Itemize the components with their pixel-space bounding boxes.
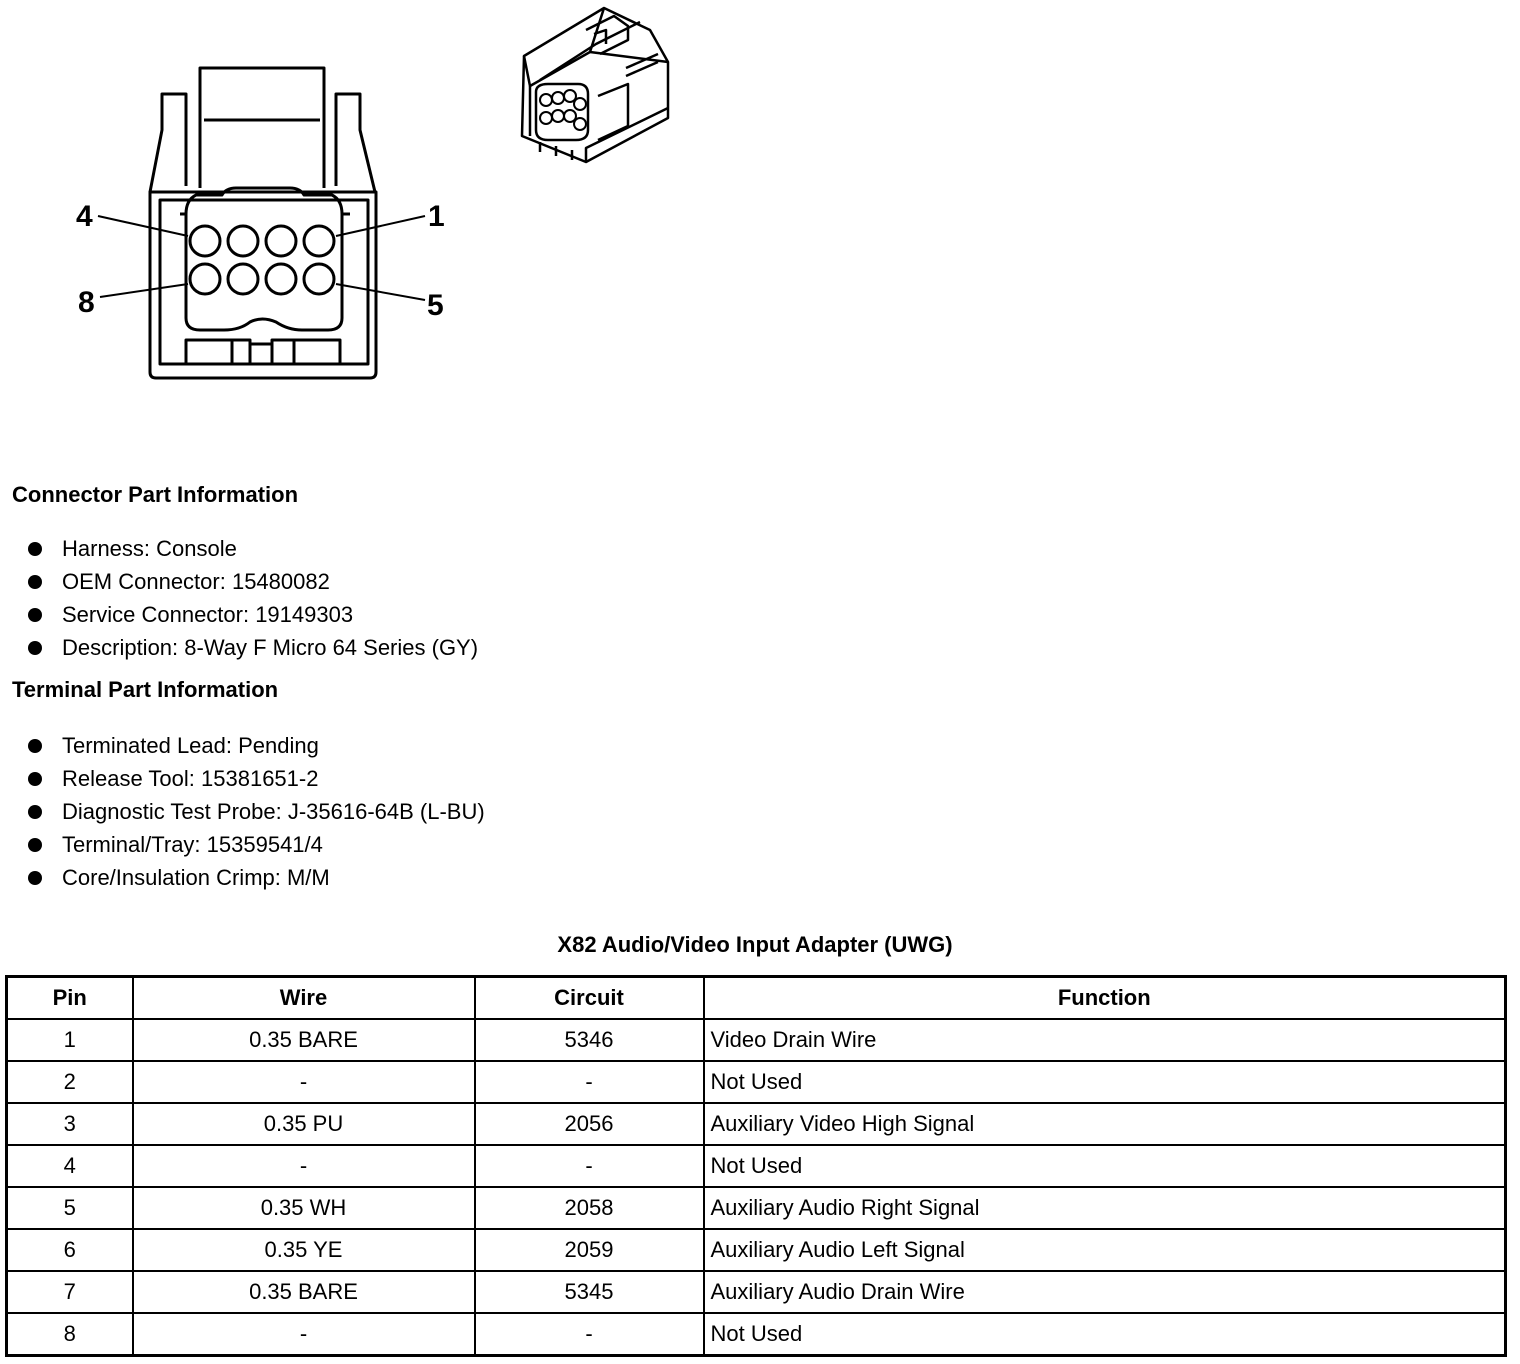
cell-circuit: -	[475, 1061, 704, 1103]
cell-pin: 1	[7, 1019, 133, 1061]
list-item: Terminated Lead: Pending	[28, 729, 485, 762]
table-row	[7, 1229, 1506, 1271]
cell-function: Not Used	[704, 1061, 1506, 1103]
cell-pin: 8	[7, 1313, 133, 1356]
cell-function: Not Used	[704, 1145, 1506, 1187]
cell-wire: -	[133, 1313, 475, 1356]
table-header-row	[7, 977, 1506, 1020]
table-row	[7, 1103, 1506, 1145]
connector-info-list	[28, 532, 478, 664]
table-title: X82 Audio/Video Input Adapter (UWG)	[557, 932, 953, 957]
table-row	[7, 1271, 1506, 1313]
cell-function: Auxiliary Audio Right Signal	[704, 1187, 1506, 1229]
connector-info-heading: Connector Part Information	[12, 482, 299, 507]
list-item: Terminal/Tray: 15359541/4	[28, 828, 485, 861]
table-row	[7, 1019, 1506, 1061]
list-item: OEM Connector: 15480082	[28, 565, 478, 598]
bullet-icon	[28, 838, 42, 852]
pin-label-1: 1	[428, 200, 445, 233]
pin-cavity-5	[304, 264, 334, 294]
pin-cavity-6	[266, 264, 296, 294]
list-item: Description: 8-Way F Micro 64 Series (GY)	[28, 631, 478, 664]
pin-label-5: 5	[427, 289, 444, 322]
bullet-icon	[28, 871, 42, 885]
connector-face-diagram	[60, 60, 480, 390]
header-wire: Wire	[133, 977, 475, 1020]
bullet-icon	[28, 805, 42, 819]
cell-function: Not Used	[704, 1313, 1506, 1356]
terminal-info-list	[28, 729, 485, 894]
table-row	[7, 1313, 1506, 1356]
connector-isometric-illustration	[515, 0, 680, 170]
cell-wire: 0.35 WH	[133, 1187, 475, 1229]
cell-circuit: 2059	[475, 1229, 704, 1271]
table-row	[7, 1145, 1506, 1187]
cell-pin: 7	[7, 1271, 133, 1313]
pinout-table	[5, 975, 1507, 1357]
cell-function: Auxiliary Audio Left Signal	[704, 1229, 1506, 1271]
header-pin: Pin	[7, 977, 133, 1020]
bullet-icon	[28, 772, 42, 786]
terminal-info-heading: Terminal Part Information	[12, 677, 279, 702]
cell-circuit: 2056	[475, 1103, 704, 1145]
bullet-icon	[28, 608, 42, 622]
cell-circuit: 2058	[475, 1187, 704, 1229]
cell-wire: 0.35 BARE	[133, 1271, 475, 1313]
pin-cavity-4	[190, 226, 220, 256]
pin-cavity-3	[228, 226, 258, 256]
pin-cavity-1	[304, 226, 334, 256]
cell-function: Auxiliary Video High Signal	[704, 1103, 1506, 1145]
cell-wire: 0.35 BARE	[133, 1019, 475, 1061]
cell-circuit: 5345	[475, 1271, 704, 1313]
cell-pin: 6	[7, 1229, 133, 1271]
cell-wire: 0.35 PU	[133, 1103, 475, 1145]
list-item: Service Connector: 19149303	[28, 598, 478, 631]
bullet-icon	[28, 575, 42, 589]
cell-function: Video Drain Wire	[704, 1019, 1506, 1061]
table-row	[7, 1061, 1506, 1103]
cell-circuit: -	[475, 1145, 704, 1187]
cell-circuit: -	[475, 1313, 704, 1356]
bullet-icon	[28, 739, 42, 753]
list-item: Diagnostic Test Probe: J-35616-64B (L-BU)	[28, 795, 485, 828]
table-row	[7, 1187, 1506, 1229]
cell-circuit: 5346	[475, 1019, 704, 1061]
pin-label-4: 4	[76, 200, 93, 233]
list-item: Release Tool: 15381651-2	[28, 762, 485, 795]
bullet-icon	[28, 641, 42, 655]
pin-cavity-8	[190, 264, 220, 294]
pin-cavity-7	[228, 264, 258, 294]
cell-pin: 3	[7, 1103, 133, 1145]
cell-pin: 4	[7, 1145, 133, 1187]
bullet-icon	[28, 542, 42, 556]
header-circuit: Circuit	[475, 977, 704, 1020]
cell-wire: -	[133, 1145, 475, 1187]
cell-wire: -	[133, 1061, 475, 1103]
cell-pin: 2	[7, 1061, 133, 1103]
pin-cavity-2	[266, 226, 296, 256]
list-item: Harness: Console	[28, 532, 478, 565]
cell-function: Auxiliary Audio Drain Wire	[704, 1271, 1506, 1313]
list-item: Core/Insulation Crimp: M/M	[28, 861, 485, 894]
cell-pin: 5	[7, 1187, 133, 1229]
cell-wire: 0.35 YE	[133, 1229, 475, 1271]
header-function: Function	[704, 977, 1506, 1020]
pin-label-8: 8	[78, 286, 95, 319]
